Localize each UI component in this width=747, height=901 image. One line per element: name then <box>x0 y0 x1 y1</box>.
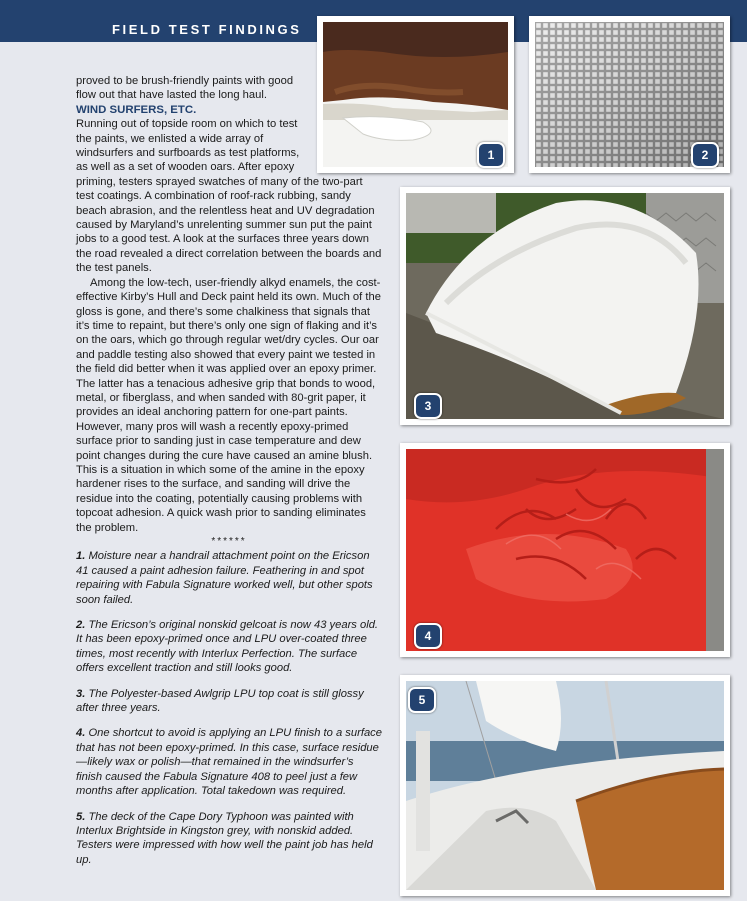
photo-2 <box>529 16 730 173</box>
caption-3 <box>76 687 382 716</box>
photo-5 <box>400 675 730 896</box>
dinghy-image <box>406 193 724 419</box>
caption-number: 2. <box>76 619 86 632</box>
photo-number-badge: 2 <box>691 142 719 168</box>
photo-4 <box>400 443 730 657</box>
caption-text: The Ericson’s original nonskid gelcoat is now 43 years old. It has been epoxy-primed once and LPU over-coated three times, most recently with Interlux Perfection. The surface offers excellent traction and still looks good. <box>76 619 379 675</box>
caption-4 <box>76 726 382 798</box>
paragraph-1-start: Running out of topside room on which to test the paints, we enlisted a wide array of windsurfers and surfboards as test platforms, as well as a set of wooden oars. After epoxy <box>76 118 300 174</box>
photo-1 <box>317 16 514 173</box>
photo-number-badge: 4 <box>414 623 442 649</box>
separator: ****** <box>211 536 247 547</box>
photo-number-badge: 3 <box>414 393 442 419</box>
caption-text: Moisture near a handrail attachment point on the Ericson 41 caused a paint adhesion failure. Feathering in and spot repairing with Fabula Signature worked well, but other spots soon failed. <box>76 550 373 606</box>
peeling-windsurfer-image <box>406 449 724 651</box>
photo-3 <box>400 187 730 425</box>
caption-text: The deck of the Cape Dory Typhoon was painted with Interlux Brightside in Kingston grey, with nonskid added. Testers were impressed with how well the paint job has held up. <box>76 810 373 866</box>
caption-number: 4. <box>76 727 86 740</box>
section-title: FIELD TEST FINDINGS <box>112 22 302 37</box>
paragraph-1-end: priming, testers sprayed swatches of many of the two-part test coatings. A combination of roof-rack rubbing, sandy beach abrasion, and the relentless heat and UV degradation caused by Maryland’s unrelenting summer sun put the paint jobs to a good test. A look at the surfaces three years down the road revealed a direct correlation between the boards and the test panels. <box>76 175 382 275</box>
caption-number: 5. <box>76 810 86 823</box>
caption-number: 1. <box>76 550 86 563</box>
article-body <box>76 74 382 878</box>
lead-in-paragraph: proved to be brush-friendly paints with good flow out that have lasted the long haul. <box>76 75 294 102</box>
caption-text: One shortcut to avoid is applying an LPU finish to a surface that has not been epoxy-primed. In this case, surface residue—likely wax or polish—that remained in the windsurfer’s finish caused the Fabula Signature 408 to peel just a few months after application. Total takedown was required. <box>76 727 382 798</box>
caption-5 <box>76 810 382 868</box>
paragraph-2: Among the low-tech, user-friendly alkyd enamels, the cost-effective Kirby’s Hull and Deck paint held its own. Much of the gloss is gone, and there’s some chalkiness that signals that it’s time to repaint, but there’s only one sign of flaking and it’s on the oars, which go through regular wet/dry cycles. Our oar and paddle testing also showed that every paint we tested in the field did better when it was applied over an epoxy primer. The latter has a tenacious adhesive grip that bonds to wood, metal, or fiberglass, and when sanded with 80-grit paper, it provides an ideal anchoring pattern for one-part paints. However, many pros will wash a recently epoxy-primed surface prior to sanding just in case temperature and dew point changes during the cure have caused an amine blush. This is a situation in which some of the amine in the epoxy hardener rises to the surface, and sanding will drive the residue into the coating, potentially causing problems with topcoat adhesion. A quick wash prior to sanding eliminates the problem. <box>76 276 381 534</box>
caption-2 <box>76 618 382 676</box>
caption-number: 3. <box>76 687 86 700</box>
photo-number-badge: 1 <box>477 142 505 168</box>
section-heading: WIND SURFERS, ETC. <box>76 103 197 116</box>
cape-dory-deck-image <box>406 681 724 890</box>
caption-1 <box>76 549 382 607</box>
caption-text: The Polyester-based Awlgrip LPU top coat is still glossy after three years. <box>76 687 364 715</box>
photo-number-badge: 5 <box>408 687 436 713</box>
